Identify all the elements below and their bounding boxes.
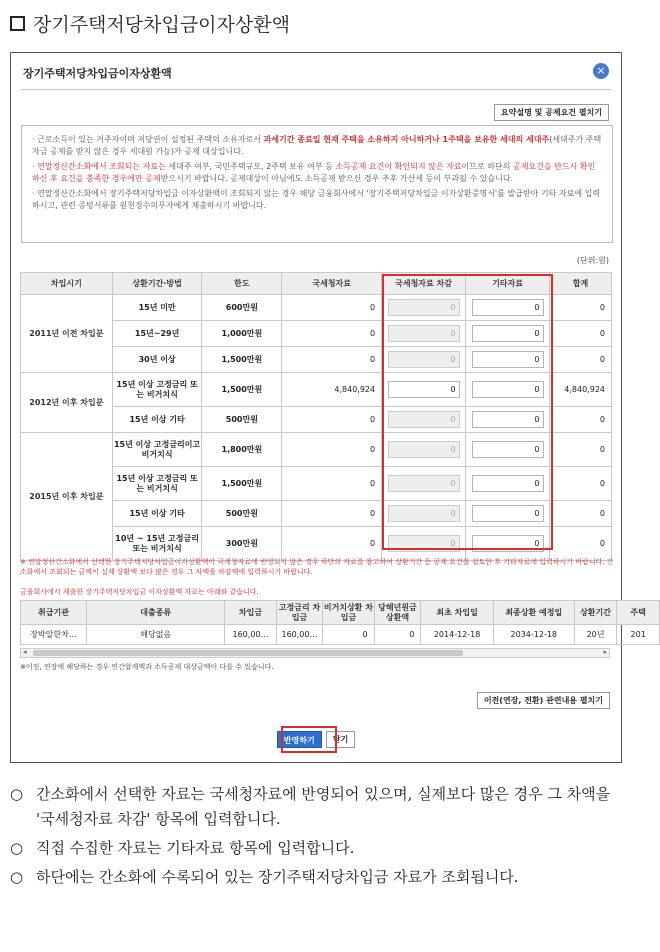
- scrollbar-thumb[interactable]: [33, 650, 463, 656]
- col-header: 한도: [202, 273, 282, 295]
- apply-button-highlight: [281, 726, 337, 753]
- nts-cell: 0: [282, 347, 382, 373]
- scroll-right-icon[interactable]: ▸: [603, 648, 607, 656]
- notice-2: · 연말정산간소화에서 조회되는 자료는 세대주 여부, 국민주택규모, 2주택 보유 여부 등 소득공제 요건이 확인되지 않은 자료이므로 하단의 공제요건을 반드시 확인하신 후 요건을 충족한 경우에만 공제받으시기 바랍니다. 공제대상이 아님에도 소득공제 받으신 경우 추후 가산세 등이 부과될 수 있습니다.: [32, 162, 596, 183]
- circle-bullet-icon: ○: [10, 868, 24, 886]
- transfer-note: ※이전, 연장에 해당하는 경우 연간합계액과 소득공제 대상금액이 다를 수 있습니다.: [20, 663, 274, 671]
- limit-cell: 1,000만원: [202, 321, 282, 347]
- loan-table: [20, 600, 660, 645]
- sub-table-caption: 금융회사에서 제출한 장기주택저당차입금 이자상환액 자료는 아래와 같습니다.: [20, 588, 259, 596]
- other-input[interactable]: 0: [472, 325, 544, 342]
- deduct-input: 0: [388, 441, 460, 458]
- period-cell: 2015년 이후 차입분: [21, 433, 113, 561]
- sub-cell: 0: [374, 625, 421, 645]
- sub-cell: 장박알한차…: [21, 625, 87, 645]
- sub-cell: 160,00…: [225, 625, 276, 645]
- explanation-list: [10, 782, 622, 894]
- sub-cell: 2014-12-18: [421, 625, 493, 645]
- footnote: ※ 연말정산간소화에서 선택한 장기주택저당차입금이자상환액이 국세청자료에 반영되지 않은 경우 하단의 자료를 참고하여 상환기간 등 공제 요건을 검토한 후 기타자료에 입력하시기 바랍니다. 간소화에서 조회되는 금액이 실제 상환액 보다 많은 경우 그 차액을 차감액에 입력하시기 바랍니다.: [20, 558, 614, 576]
- method-cell: 15년 이상 고정금리이고 비거치식: [112, 433, 202, 467]
- list-item: ○ 직접 수집한 자료는 기타자료 항목에 입력합니다.: [10, 836, 622, 861]
- deduct-input: 0: [388, 505, 460, 522]
- total-cell: 0: [550, 467, 612, 501]
- notice-3: · 연말정산간소화에서 장기주택저당차입금 이자상환액이 조회되지 않는 경우 해당 금융회사에서 '장기주택저당차입금 이자상환증명서'를 발급받아 기타 자료에 입력하시고, 관련 증빙서류를 원천징수의무자에게 제출하시기 바랍니다.: [32, 189, 601, 210]
- list-item: ○ 간소화에서 선택한 자료는 국세청자료에 반영되어 있으며, 실제보다 많은 경우 그 차액을 '국세청자료 차감' 항목에 입력합니다.: [10, 782, 622, 832]
- horizontal-scrollbar[interactable]: [20, 648, 610, 658]
- period-cell: 2012년 이후 차입분: [21, 373, 113, 433]
- total-cell: 0: [550, 433, 612, 467]
- method-cell: 15년 미만: [112, 295, 202, 321]
- notice-1: · 근로소득이 있는 거주자이며 저당권이 설정된 주택의 소유자로서 과세기간 종료일 현재 주택을 소유하지 아니하거나 1주택을 보유한 세대의 세대주(세대주가 주택자금 공제를 받지 않은 경우 세대원 가능)가 공제 대상입니다.: [32, 135, 602, 156]
- sub-cell: 20년: [574, 625, 617, 645]
- method-cell: 15년 이상 고정금리 또는 비거치식: [112, 373, 202, 407]
- total-cell: 4,840,924: [550, 373, 612, 407]
- unit-label: (단위:원): [576, 256, 609, 265]
- sub-col-header: 상환기간: [574, 601, 617, 625]
- total-cell: 0: [550, 295, 612, 321]
- notice-box: [21, 125, 613, 243]
- method-cell: 30년 이상: [112, 347, 202, 373]
- method-cell: 15년 이상 기타: [112, 501, 202, 527]
- nts-cell: 4,840,924: [282, 373, 382, 407]
- sub-col-header: 최종상환 예정일: [493, 601, 574, 625]
- doc-heading-text: 장기주택저당차입금이자상환액: [33, 14, 290, 36]
- other-input[interactable]: 0: [472, 381, 544, 398]
- nts-cell: 0: [282, 321, 382, 347]
- scroll-left-icon[interactable]: ◂: [23, 648, 27, 656]
- doc-heading: [10, 10, 290, 37]
- sub-col-header: 고정금리 차입금: [276, 601, 323, 625]
- sub-table-scroll[interactable]: [20, 600, 646, 646]
- total-cell: 0: [550, 527, 612, 561]
- limit-cell: 500만원: [202, 501, 282, 527]
- close-button[interactable]: 닫기: [326, 731, 355, 748]
- summary-toggle-button[interactable]: 요약설명 및 공제요건 펼치기: [494, 104, 609, 121]
- limit-cell: 300만원: [202, 527, 282, 561]
- period-cell: 2011년 이전 차입분: [21, 295, 113, 373]
- nts-cell: 0: [282, 295, 382, 321]
- col-header: 상환기간·방법: [112, 273, 202, 295]
- list-item: ○ 하단에는 간소화에 수록되어 있는 장기주택저당차입금 자료가 조회됩니다.: [10, 865, 622, 890]
- sub-col-header: 대출종류: [87, 601, 225, 625]
- col-header: 차입시기: [21, 273, 113, 295]
- limit-cell: 1,500만원: [202, 467, 282, 501]
- other-input[interactable]: 0: [472, 351, 544, 368]
- sub-col-header: 최초 차입일: [421, 601, 493, 625]
- sub-cell: 2034-12-18: [493, 625, 574, 645]
- table-header-row: [21, 273, 612, 295]
- nts-cell: 0: [282, 407, 382, 433]
- deduct-input: 0: [388, 475, 460, 492]
- interest-table: [20, 272, 612, 561]
- title-divider: [21, 89, 611, 90]
- other-input[interactable]: 0: [472, 475, 544, 492]
- deduct-input: 0: [388, 299, 460, 316]
- nts-cell: 0: [282, 501, 382, 527]
- table-row: [21, 373, 612, 407]
- sub-cell: 201: [617, 625, 660, 645]
- limit-cell: 1,500만원: [202, 373, 282, 407]
- sub-col-header: 주택: [617, 601, 660, 625]
- method-cell: 15년~29년: [112, 321, 202, 347]
- limit-cell: 500만원: [202, 407, 282, 433]
- sub-col-header: 당해년원금 상환액: [374, 601, 421, 625]
- method-cell: 10년 ~ 15년 고정금리 또는 비거치식: [112, 527, 202, 561]
- circle-bullet-icon: ○: [10, 839, 24, 857]
- other-input[interactable]: 0: [472, 535, 544, 552]
- deduct-input: 0: [388, 411, 460, 428]
- method-cell: 15년 이상 고정금리 또는 비거치식: [112, 467, 202, 501]
- nts-cell: 0: [282, 527, 382, 561]
- sub-header-row: [21, 601, 660, 625]
- table-row: [21, 625, 660, 645]
- deduct-input: 0: [388, 325, 460, 342]
- dialog-title: 장기주택저당차입금이자상환액: [23, 67, 172, 80]
- total-cell: 0: [550, 407, 612, 433]
- other-input[interactable]: 0: [472, 411, 544, 428]
- col-header: 합계: [550, 273, 612, 295]
- prior-loan-toggle-button[interactable]: 이전(연장, 전환) 관련내용 펼치기: [477, 692, 610, 709]
- limit-cell: 1,500만원: [202, 347, 282, 373]
- method-cell: 15년 이상 기타: [112, 407, 202, 433]
- deduct-input: 0: [388, 351, 460, 368]
- sub-cell: 0: [323, 625, 374, 645]
- sub-col-header: 차입금: [225, 601, 276, 625]
- circle-bullet-icon: ○: [10, 785, 24, 803]
- apply-button[interactable]: 반영하기: [277, 731, 322, 748]
- nts-cell: 0: [282, 467, 382, 501]
- sub-col-header: 비거치상환 차입금: [323, 601, 374, 625]
- close-icon[interactable]: ×: [593, 63, 609, 79]
- deduct-input[interactable]: 0: [388, 381, 460, 398]
- nts-cell: 0: [282, 433, 382, 467]
- limit-cell: 1,800만원: [202, 433, 282, 467]
- total-cell: 0: [550, 347, 612, 373]
- table-row: [21, 433, 612, 467]
- col-header: 기타자료: [466, 273, 550, 295]
- limit-cell: 600만원: [202, 295, 282, 321]
- sub-cell: 해당없음: [87, 625, 225, 645]
- total-cell: 0: [550, 501, 612, 527]
- col-header: 국세청자료 차감: [382, 273, 466, 295]
- checkbox-square-icon: [10, 16, 25, 31]
- deduct-input: 0: [388, 535, 460, 552]
- table-row: [21, 295, 612, 321]
- other-input[interactable]: 0: [472, 441, 544, 458]
- other-input[interactable]: 0: [472, 505, 544, 522]
- sub-col-header: 취급기관: [21, 601, 87, 625]
- sub-cell: 160,00…: [276, 625, 323, 645]
- other-input[interactable]: 0: [472, 299, 544, 316]
- total-cell: 0: [550, 321, 612, 347]
- col-header: 국세청자료: [282, 273, 382, 295]
